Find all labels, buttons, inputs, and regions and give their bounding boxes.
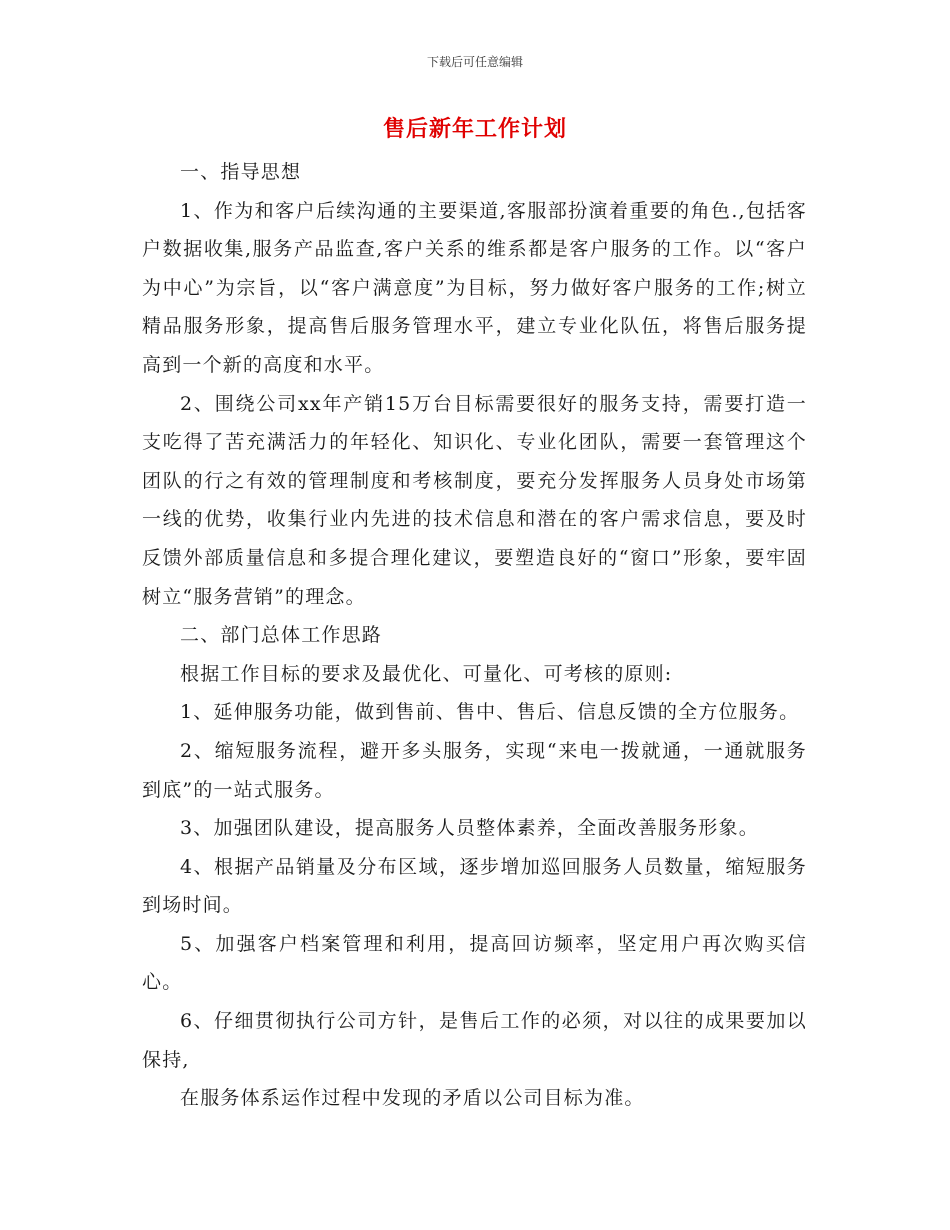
list-item: 4、根据产品销量及分布区域，逐步增加巡回服务人员数量，缩短服务到场时间。 (142, 855, 807, 917)
list-item: 3、加强团队建设，提高服务人员整体素养，全面改善服务形象。 (180, 817, 759, 840)
document-body (142, 153, 807, 1118)
document-title: 售后新年工作计划 (382, 117, 567, 142)
paragraph: 2、围绕公司xx年产销15万台目标需要很好的服务支持，需要打造一支吃得了苦充满活力的年轻化、知识化、专业化团队，需要一套管理这个团队的行之有效的管理制度和考核制度，要充分发挥服务人员身处市场第一线的优势，收集行业内先进的技术信息和潜在的客户需求信息，要及时反馈外部质量信息和多提合理化建议，要塑造良好的“窗口”形象，要牢固树立“服务营销”的理念。 (142, 392, 807, 608)
heading-department-approach: 二、部门总体工作思路 (180, 624, 383, 647)
list-item: 5、加强客户档案管理和利用，提高回访频率，坚定用户再次购买信心。 (142, 932, 807, 994)
list-item: 6、仔细贯彻执行公司方针，是售后工作的必须，对以往的成果要加以保持, (142, 1010, 807, 1071)
page-header: 下载后可任意编辑 (426, 55, 523, 69)
paragraph: 1、作为和客户后续沟通的主要渠道,客服部扮演着重要的角色.,包括客户数据收集,服务产品监查,客户关系的维系都是客户服务的工作。以“客户为中心”为宗旨，以“客户满意度”为目标，努力做好客户服务的工作;树立精品服务形象，提高售后服务管理水平，建立专业化队伍，将售后服务提高到一个新的高度和水平。 (142, 199, 807, 376)
heading-guiding-thought: 一、指导思想 (180, 161, 302, 183)
paragraph: 在服务体系运作过程中发现的矛盾以公司目标为准。 (180, 1087, 645, 1110)
list-item: 2、缩短服务流程，避开多头服务，实现“来电一拨就通，一通就服务到底”的一站式服务。 (142, 739, 807, 801)
paragraph: 根据工作目标的要求及最优化、可量化、可考核的原则: (180, 662, 673, 685)
list-item: 1、延伸服务功能，做到售前、售中、售后、信息反馈的全方位服务。 (180, 701, 800, 724)
